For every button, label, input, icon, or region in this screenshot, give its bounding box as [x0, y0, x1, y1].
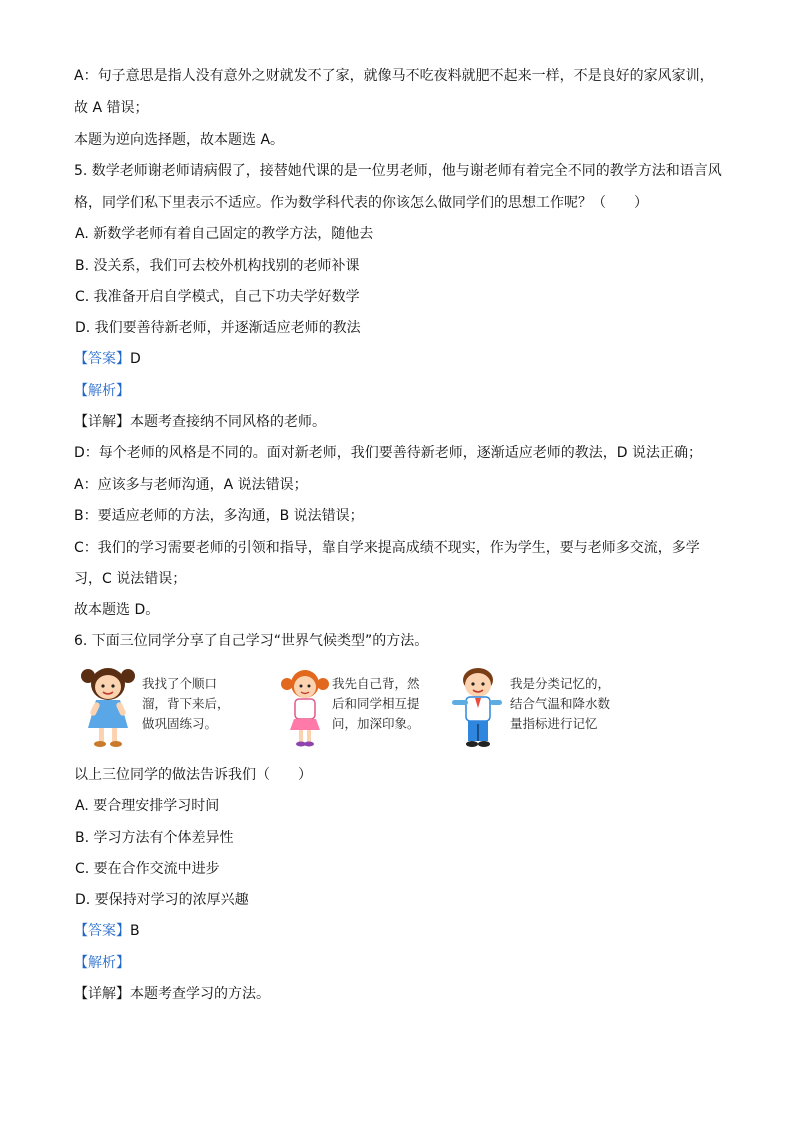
- question-5-stem: 5. 数学老师谢老师请病假了，接替她代课的是一位男老师，他与谢老师有着完全不同的教学方法和语言风: [74, 163, 722, 179]
- question-6-option-b: B. 学习方法有个体差异性: [75, 830, 234, 846]
- analysis-tag: 【解析】: [74, 955, 130, 971]
- analysis-heading-q6: [74, 953, 734, 973]
- detail-line-q6: [74, 984, 734, 1004]
- student-girl-2: [280, 664, 450, 748]
- question-5-option-b: B. 没关系，我们可去校外机构找别的老师补课: [75, 258, 360, 274]
- girl-pigtails-icon: [280, 664, 330, 750]
- detail-text: 本题考查学习的方法。: [130, 986, 270, 1002]
- answer-line-q6: [74, 921, 734, 941]
- student-girl-1: [78, 664, 268, 748]
- girl-ponytails-icon: [78, 664, 138, 750]
- question-5-option-a: A. 新数学老师有着自己固定的教学方法，随他去: [75, 226, 374, 242]
- detail-line-q5: [74, 412, 734, 432]
- answer-line-q5: [74, 349, 734, 369]
- kid2-speech: 我先自己背，然 后和同学相互提 问，加深印象。: [332, 676, 420, 731]
- question-6-stem: 6. 下面三位同学分享了自己学习“世界气候类型”的方法。: [74, 633, 429, 649]
- question-5-stem-cont: 格，同学们私下里表示不适应。作为数学科代表的你该怎么做同学们的思想工作呢？（ ）: [74, 195, 648, 211]
- analysis-line-a-cont: 故 A 错误；: [74, 100, 149, 116]
- analysis-line-b: B：要适应老师的方法，多沟通，B 说法错误；: [74, 508, 364, 524]
- question-6-option-c: C. 要在合作交流中进步: [75, 861, 220, 877]
- question-6-prompt: 以上三位同学的做法告诉我们（ ）: [74, 767, 312, 783]
- kid1-speech: 我找了个顺口 溜，背下来后， 做巩固练习。: [142, 676, 230, 731]
- boy-icon: [448, 664, 508, 750]
- answer-value: D: [130, 351, 141, 367]
- analysis-line-a: A：句子意思是指人没有意外之财就发不了家，就像马不吃夜料就肥不起来一样，不是良好的家风家训，: [74, 68, 714, 84]
- detail-text: 本题考查接纳不同风格的老师。: [130, 414, 326, 430]
- analysis-line-c-cont: 习，C 说法错误；: [74, 571, 187, 587]
- student-boy: [448, 664, 628, 748]
- detail-tag: 【详解】: [74, 414, 130, 430]
- detail-tag: 【详解】: [74, 986, 130, 1002]
- conclusion-line: 本题为逆向选择题，故本题选 A。: [74, 132, 285, 148]
- analysis-line-d: D：每个老师的风格是不同的。面对新老师，我们要善待新老师，逐渐适应老师的教法，D 说法正确；: [74, 445, 703, 461]
- conclusion-line-q5: 故本题选 D。: [74, 602, 160, 618]
- answer-tag: 【答案】: [74, 351, 130, 367]
- analysis-line-c: C：我们的学习需要老师的引领和指导，靠自学来提高成绩不现实，作为学生，要与老师多交流，多学: [74, 540, 700, 556]
- analysis-line-a2: A：应该多与老师沟通，A 说法错误；: [74, 477, 308, 493]
- analysis-tag: 【解析】: [74, 383, 130, 399]
- analysis-heading-q5: [74, 381, 734, 401]
- answer-tag: 【答案】: [74, 923, 130, 939]
- question-6-option-a: A. 要合理安排学习时间: [75, 798, 220, 814]
- question-5-option-c: C. 我准备开启自学模式，自己下功夫学好数学: [75, 289, 360, 305]
- question-6-option-d: D. 要保持对学习的浓厚兴趣: [75, 892, 249, 908]
- kid3-speech: 我是分类记忆的， 结合气温和降水数 量指标进行记忆: [510, 676, 611, 731]
- answer-value: B: [130, 923, 140, 939]
- question-5-option-d: D. 我们要善待新老师，并逐渐适应老师的教法: [75, 320, 361, 336]
